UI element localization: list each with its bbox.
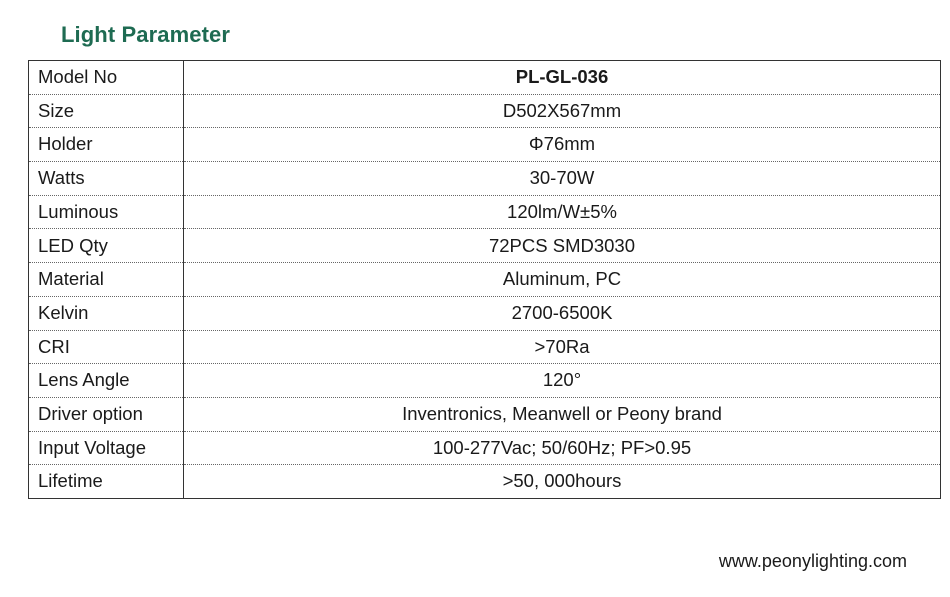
table-row-watts	[29, 162, 941, 196]
page-title: Light Parameter	[61, 22, 230, 47]
table-row-size	[29, 94, 941, 128]
row-value: D502X567mm	[184, 94, 941, 128]
row-label: Driver option	[29, 397, 184, 431]
row-value: 120°	[184, 364, 941, 398]
table-row-led-qty	[29, 229, 941, 263]
row-label: Size	[29, 94, 184, 128]
row-label: Lens Angle	[29, 364, 184, 398]
table-row-input-voltage	[29, 431, 941, 465]
row-value: 100-277Vac; 50/60Hz; PF>0.95	[184, 431, 941, 465]
table-row-kelvin	[29, 296, 941, 330]
row-value: Inventronics, Meanwell or Peony brand	[184, 397, 941, 431]
table-row-model-no	[29, 61, 941, 95]
row-label: Lifetime	[29, 465, 184, 499]
website-url: www.peonylighting.com	[718, 551, 907, 571]
row-value: Aluminum, PC	[184, 263, 941, 297]
row-label: Material	[29, 263, 184, 297]
row-label: Watts	[29, 162, 184, 196]
row-label: LED Qty	[29, 229, 184, 263]
row-label: Luminous	[29, 195, 184, 229]
row-value: >50, 000hours	[184, 465, 941, 499]
row-value: Φ76mm	[184, 128, 941, 162]
row-label: Kelvin	[29, 296, 184, 330]
row-label: Input Voltage	[29, 431, 184, 465]
light-parameter-table	[28, 60, 941, 499]
table-row-lens-angle	[29, 364, 941, 398]
row-label: Model No	[29, 61, 184, 95]
row-value: 2700-6500K	[184, 296, 941, 330]
table-row-cri	[29, 330, 941, 364]
row-value: >70Ra	[184, 330, 941, 364]
table-row-holder	[29, 128, 941, 162]
row-value: 72PCS SMD3030	[184, 229, 941, 263]
row-label: Holder	[29, 128, 184, 162]
table-row-driver-option	[29, 397, 941, 431]
row-value: 30-70W	[184, 162, 941, 196]
row-value: 120lm/W±5%	[184, 195, 941, 229]
table-row-luminous	[29, 195, 941, 229]
table-row-material	[29, 263, 941, 297]
row-label: CRI	[29, 330, 184, 364]
table-row-lifetime	[29, 465, 941, 499]
row-value: PL-GL-036	[184, 61, 941, 95]
